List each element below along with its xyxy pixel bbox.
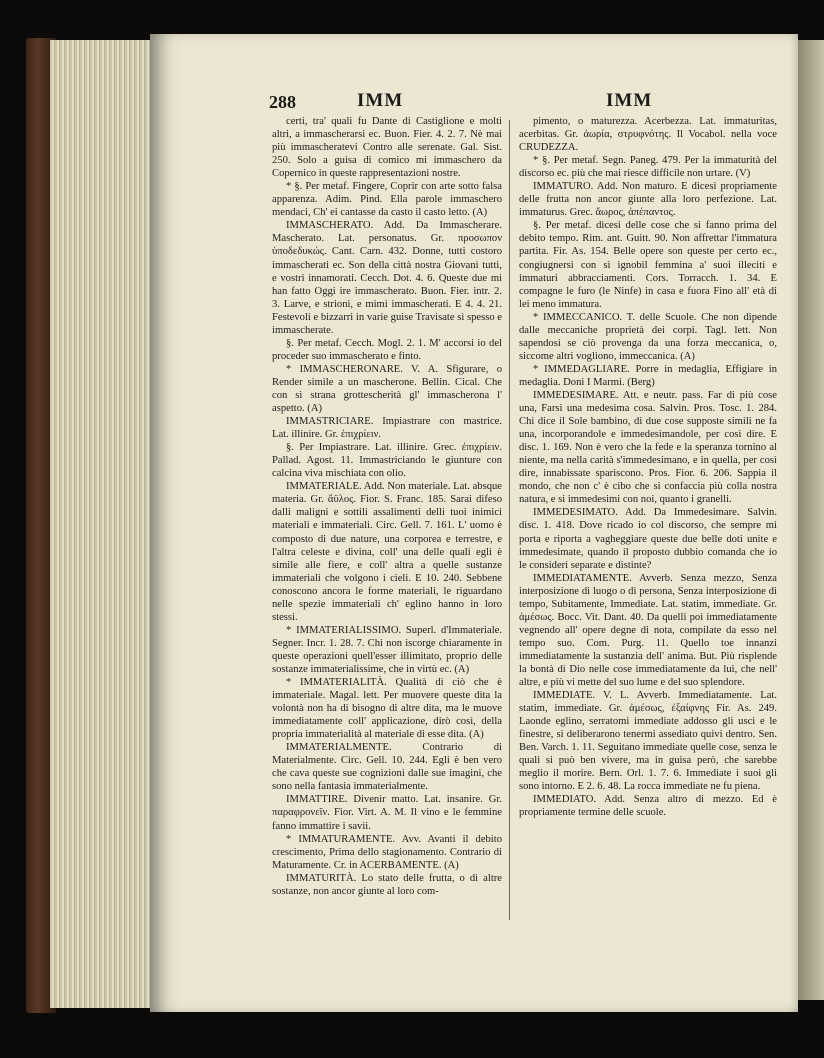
entry: §. Per metaf. Cecch. Mogl. 2. 1. M' accorsi io del proceder suo immascherato e finto. [272,337,502,362]
right-running-head: IMM [606,90,653,111]
column-divider [509,120,510,920]
entry: * §. Per metaf. Segn. Paneg. 479. Per la immaturità del discorso ec. più che mai riesce difficile non urtare. (V) [519,155,777,180]
entry: IMMATURITÀ. Lo stato delle frutta, o di altre sostanze, non ancor giunte al loro com- [272,872,502,897]
page-number: 288 [269,92,296,112]
page-edges [50,40,150,1008]
entry: IMMASCHERATO. Add. Da Immascherare. Mascherato. Lat. personatus. Gr. προσωπον ὑποδεδυκώς. Cant. Carn. 432. Donne, tutti costoro immascherati ec. Son della città nostra Giovani tutti, e vostri innamorati. Cecch. Dot. 4. 6. Queste due mi han fatto Oggi ire immascherato. Buon. Fier. intr. 2. 3. Larve, e strioni, e mimi immascherati. E 4. 4. 21. Festevoli e bizzarri in varie guise Travisate sì spesso e immascherate. [272,220,502,336]
left-column [272,115,502,898]
entry: §. Per metaf. dicesi delle cose che si fanno prima del debito tempo. Rim. ant. Guitt. 90. Non affrettar l'immatura partita. Fir. As. 154. Belle opere son queste per certo ec., congiugnersi con sì ignobil femmina a' suoi illeciti e immaturi abbracciamenti. Cors. Torracch. 1. 34. E compagne le furo (le Ninfe) in casa e fuora Fino all' età di lei meno immatura. [519,220,777,310]
entry: IMMEDESIMARE. Att. e neutr. pass. Far di più cose una, Farsi una medesima cosa. Salvin. Pros. Tosc. 1. 284. Chi dice il Sole bambino, di due cose supposte simili ne fa una, incorporandole e immedesimandole, per così dire. E disc. 1. 169. Non è vero che la fede e la speranza tornino al niente, ma nella carità s'immedesimano, e in quella, per così dire, innabissate spariscono. Pros. Fior. 6. 206. Sappia il mondo, che non c' è cibo che si confaccia più colla nostra natura, e si immedesimi con noi, quanto i granelli. [519,389,777,506]
right-column [519,115,777,820]
entry: §. Per Impiastrare. Lat. illinire. Grec. ἐπιχρίειν. Pallad. Agost. 11. Immastriciando le giunture con calcina viva mischiata con olio. [272,442,502,480]
entry: * IMMEDAGLIARE. Porre in medaglia, Effigiare in medaglia. Doni I Marmi. (Berg) [519,363,777,388]
entry: * IMMATERIALISSIMO. Superl. d'Immateriale. Segner. Incr. 1. 28. 7. Chi non iscorge chiaramente in queste operazioni quell'esser illimitato, proprio delle sostanze immaterialissime, che in virtù ec. (A) [272,624,502,675]
entry: IMMASTRICIARE. Impiastrare con mastrice. Lat. illinire. Gr. ἐπιχρίειν. [272,416,502,441]
entry: pimento, o maturezza. Acerbezza. Lat. immaturitas, acerbitas. Gr. ἀωρία, στρυφνότης. Il Vocabol. nella voce CRUDEZZA. [519,116,777,154]
entry: * IMMATERIALITÀ. Qualità di ciò che è immateriale. Magal. lett. Per muovere queste dita la volontà non ha di bisogno di altre dita, ma le muove immediatamente coll' applicazione, dirò così, della propria immaterialità al materiale di esse dita. (A) [272,677,502,741]
entry: IMMEDIATE. V. L. Avverb. Immediatamente. Lat. statim, immediate. Gr. ἀμέσως, ἐξαίφνης Fir. As. 249. Laonde eglino, serratomi immediate addosso gli usci e le finestre, si deliberarono tenermi assediato quivi dentro. Sen. Ben. Varch. 1. 11. Seguitano immediate quelle cose, senza le quali si può ben vivere, ma in guisa però, che sarebbe meglio il morire. Bern. Orl. 1. 7. 6. Immediate i suoi gli sono intorno. E 2. 6. 48. La rocca immediate ne fu piena. [519,690,777,793]
entry: IMMATTIRE. Divenir matto. Lat. insanire. Gr. παραφρονεῖν. Fior. Virt. A. M. Il vino e le femmine fanno immattire i savii. [272,794,502,832]
entry: IMMEDESIMATO. Add. Da Immedesimare. Salvin. disc. 1. 418. Dove ricado io col discorso, che sempre mi porta e riporta a vagheggiare queste due belle doti unite e immedesimate, quando il proposto dubbio comanda che io le consideri separate e distinte? [519,507,777,571]
left-running-head: IMM [357,90,404,111]
entry: IMMATERIALE. Add. Non materiale. Lat. absque materia. Gr. ἄϋλος. Fior. S. Franc. 185. Sarai difeso dalli maligni e sottili assalimenti delli tuoi inimici materiali e immateriali. Circ. Gell. 7. 161. L' uomo è composto di due nature, una corporea e terrestre, e l'altra celeste e divina, coll' una delle quali egli è simile alle fiere, e coll' altra a quelle sustanze immateriali che volgono i cieli. E 10. 240. Sebbene conoscono ancora le forme materiali, le riguardano nelle spezie immateriali ch' eglino hanno in loro stessi. [272,481,502,623]
entry: * IMMASCHERONARE. V. A. Sfigurare, o Render simile a un mascherone. Bellin. Cical. Che con sì strana grottescherità gl' immascherona l' aspetto. (A) [272,363,502,415]
entry: IMMEDIATAMENTE. Avverb. Senza mezzo, Senza interposizione di luogo o di persona, Senza interposizione di tempo, Subitamente, Immediate. Lat. statim, immediate. Gr. ἀμέσως. Bocc. Vit. Dant. 40. Da quelli poi immediatamente vegnendo all' opere degne di nota, compilate da esso nel tempo suo. Com. Purg. 11. Quello toe innanzi immediatamente la sustanzia dell' anima. But. Più risplende la bontà di Dio nelle cose immediatamente da lui, che nell' altre, e più vi mette del suo lume e del suo splendore. [519,572,777,689]
entry: * IMMATURAMENTE. Avv. Avanti il debito crescimento, Prima dello stagionamento. Contrario di Maturamente. Cr. in ACERBAMENTE. (A) [272,833,502,871]
entry: * IMMECCANICO. T. delle Scuole. Che non dipende dalle meccaniche proprietà dei corpi. Tagl. lett. Non sapendosi se ciò provenga da una forza meccanica, o, siccome altri vogliono, immeccanica. (A) [519,311,777,362]
facing-page-edge [798,40,824,1000]
entry: certi, tra' quali fu Dante di Castiglione e molti altri, a immascherarsi ec. Buon. Fier. 4. 2. 7. Nè mai più immascheratevi Contro alle serenate. Gal. Sist. 250. Solo a guisa di comico mi immaschero da Copernico in queste rappresentazioni nostre. [272,116,502,180]
entry: IMMATURO. Add. Non maturo. E dicesi propriamente delle frutta non ancor giunte alla loro perfezione. Lat. immaturus. Grec. ἄωρος, ἀπέπαντος. [519,181,777,219]
entry: * §. Per metaf. Fingere, Coprir con arte sotto falsa apparenza. Adim. Pind. Ella parole immaschero mendaci, Ch' ei cantasse da casto il casto letto. (A) [272,181,502,219]
entry: IMMATERIALMENTE. Contrario di Materialmente. Circ. Gell. 10. 244. Egli è ben vero che cava queste sue cognizioni dalle sue imagini, che sono nella fantasia immaterialmente. [272,742,502,793]
entry: IMMEDIATO. Add. Senza altro di mezzo. Ed è propriamente termine delle scuole. [519,794,777,819]
